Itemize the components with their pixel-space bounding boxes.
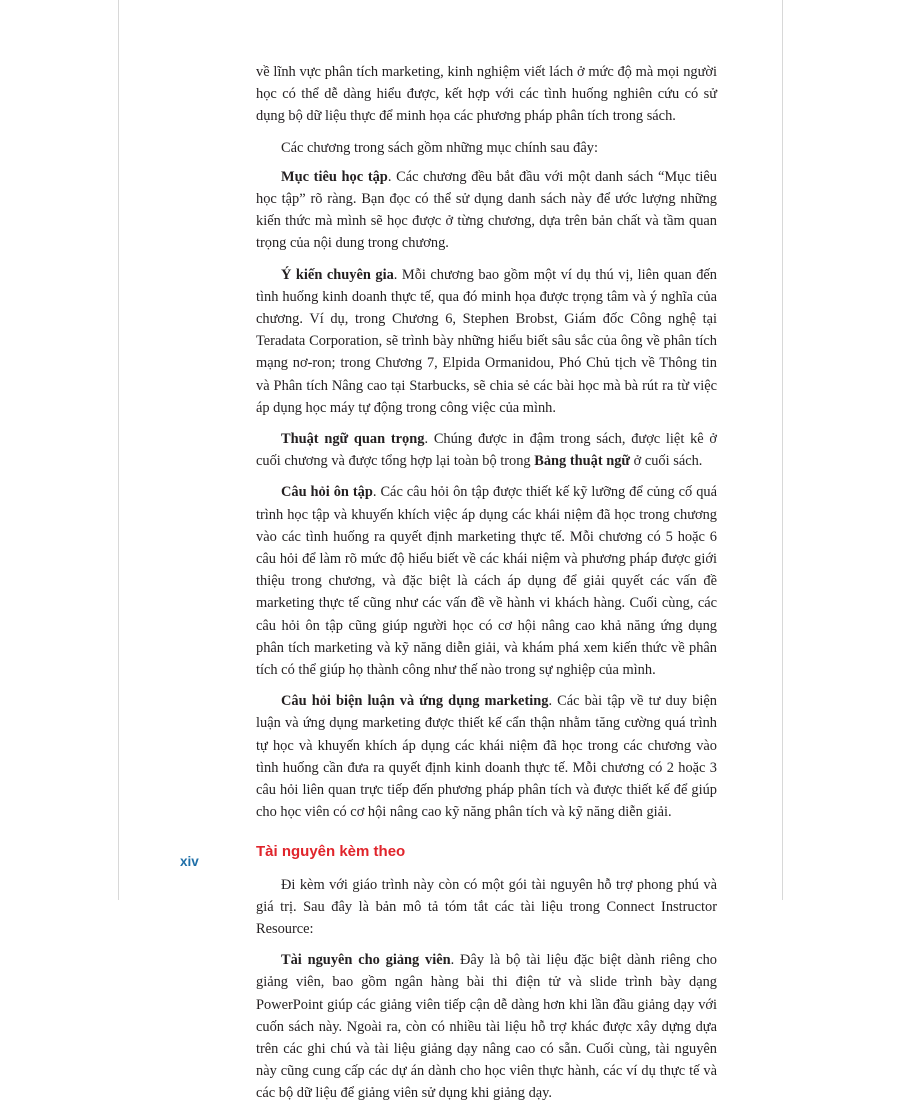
feature-text: . Các bài tập về tư duy biện luận và ứng dụng marketing được thiết kế cẩn thận nhằm tăng cường quá trình tự học và khuyến khích áp dụng các khái niệm đã học trong các chương vào tình huống cần đưa ra quyết định kinh doanh thực tế. Mỗi chương có 2 hoặc 3 câu hỏi liên quan trực tiếp đến phương pháp phân tích và được thiết kế để giúp cho học viên có cơ hội nâng cao kỹ năng phân tích và kỹ năng diễn giải.: [256, 693, 717, 821]
feature-text-end: ở cuối sách.: [630, 453, 703, 470]
feature-text: . Chúng được in đậm trong sách, được liệt kê ở cuối chương và được tổng hợp lại toàn bộ trong: [256, 431, 718, 470]
instructor-resources: [256, 949, 717, 1104]
feature-text: . Mỗi chương bao gồm một ví dụ thú vị, liên quan đến tình huống kinh doanh thực tế, qua đó minh họa được trọng tâm và ý nghĩa của chương. Ví dụ, trong Chương 6, Stephen Brobst, Giám đốc Công nghệ tại Teradata Corporation, sẽ trình bày những hiểu biết sâu sắc của ông về phân tích mạng nơ-ron; trong Chương 7, Elpida Ormanidou, Phó Chủ tịch về Thông tin và Phân tích Nâng cao tại Starbucks, sẽ chia sẻ các bài học mà bà rút ra từ việc áp dụng học máy tự động trong công việc của mình.: [256, 266, 717, 416]
feature-key-terms: [256, 428, 717, 472]
feature-expert-opinion: [256, 264, 717, 419]
feature-term: Mục tiêu học tập: [281, 168, 388, 185]
feature-term: Thuật ngữ quan trọng: [281, 431, 425, 448]
chapters-intro: Các chương trong sách gồm những mục chính sau đây:: [281, 139, 598, 156]
resource-text: . Đây là bộ tài liệu đặc biệt dành riêng cho giảng viên, bao gồm ngân hàng bài thi điện tử và slide trình bày dạng PowerPoint giúp các giảng viên tiếp cận dễ dàng hơn khi lần đầu giảng dạy với cuốn sách này. Ngoài ra, còn có nhiều tài liệu hỗ trợ khác được xây dựng dựa trên các ghi chú và tài liệu giảng dạy nâng cao có sẵn. Cuối cùng, tài nguyên này cũng cung cấp các dự án dành cho học viên thực hành, các ví dụ thực tế và các bộ dữ liệu để giảng viên sử dụng khi giảng dạy.: [256, 952, 718, 1102]
feature-critical-thinking: [256, 690, 717, 823]
glossary-term: Bảng thuật ngữ: [534, 453, 631, 470]
page-body: [256, 61, 717, 1114]
section-intro: Đi kèm với giáo trình này còn có một gói tài nguyên hỗ trợ phong phú và giá trị. Sau đây là bản mô tả tóm tắt các tài liệu trong Connect Instructor Resource:: [256, 876, 717, 937]
feature-term: Câu hỏi ôn tập: [281, 484, 373, 501]
feature-text: . Các chương đều bắt đầu với một danh sách “Mục tiêu học tập” rõ ràng. Bạn đọc có thể sử dụng danh sách này để ước lượng những kiến thức mà mình sẽ học được ở từng chương, dựa trên bản chất và tầm quan trọng của nội dung trong chương.: [256, 168, 717, 252]
resource-term: Tài nguyên cho giảng viên: [281, 952, 451, 969]
feature-review-questions: [256, 481, 717, 681]
feature-learning-objectives: [256, 166, 717, 255]
feature-text: . Các câu hỏi ôn tập được thiết kế kỹ lưỡng để củng cố quá trình học tập và khuyến khích việc áp dụng các khái niệm đã học trong chương vào các tình huống ra quyết định marketing thực tế. Mỗi chương có 5 hoặc 6 câu hỏi để làm rõ mức độ hiểu biết về các khái niệm và phương pháp được giới thiệu trong chương, và đặc biệt là cách áp dụng để giải quyết các vấn đề marketing thực tế cũng như các vấn đề về hành vi khách hàng. Cuối cùng, các câu hỏi ôn tập cũng giúp người học có cơ hội nâng cao khả năng ứng dụng phân tích marketing và kỹ năng diễn giải, và khám phá xem kiến thức về phân tích có thể giúp họ thành công như thế nào trong sự nghiệp của mình.: [256, 484, 717, 679]
feature-term: Câu hỏi biện luận và ứng dụng marketing: [281, 693, 549, 710]
page-number: xiv: [180, 854, 199, 869]
feature-term: Ý kiến chuyên gia: [281, 266, 394, 283]
intro-continuation: về lĩnh vực phân tích marketing, kinh nghiệm viết lách ở mức độ mà mọi người học có thể dễ dàng hiểu được, kết hợp với các tình huống nghiên cứu có sử dụng bộ dữ liệu thực để minh họa các phương pháp phân tích trong sách.: [256, 64, 717, 125]
section-heading: Tài nguyên kèm theo: [256, 842, 406, 860]
